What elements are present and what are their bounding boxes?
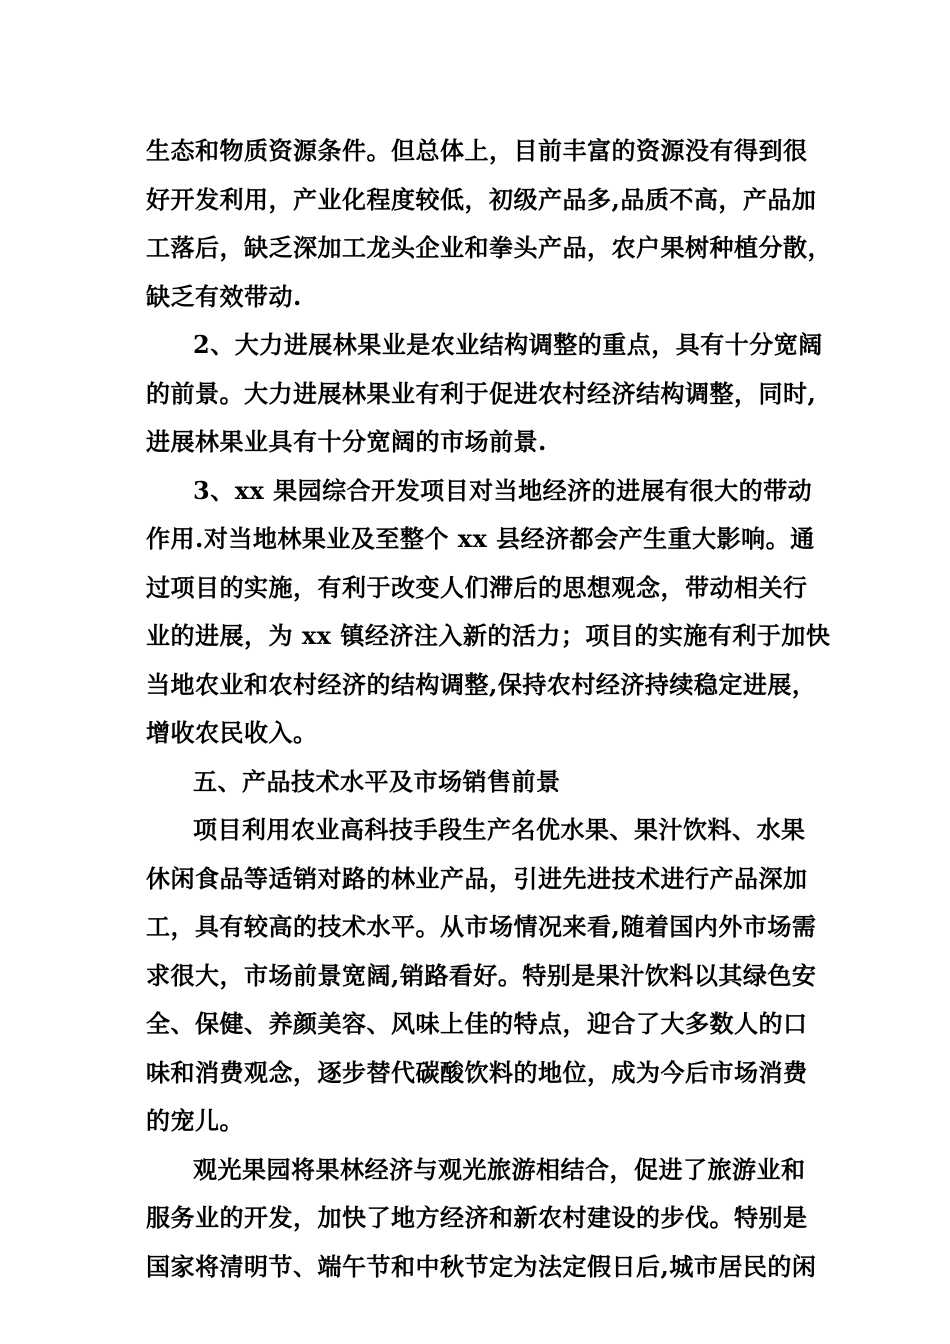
text-line: 过项目的实施，有利于改变人们滞后的思想观念，带动相关行 — [146, 572, 808, 602]
text-line: 增收农民收入。 — [146, 718, 318, 747]
text-line: 进展林果业具有十分宽阔的市场前景. — [146, 427, 547, 456]
text-line: 的前景。大力进展林果业有利于促进农村经济结构调整，同时, — [146, 378, 817, 408]
text-line: 观光果园将果林经济与观光旅游相结合，促进了旅游业和 — [193, 1154, 806, 1184]
text-line: 的宠儿。 — [146, 1106, 244, 1135]
text-line: 全、保健、养颜美容、风味上佳的特点，迎合了大多数人的口 — [146, 1009, 808, 1038]
text-line: 2、大力进展林果业是农业结构调整的重点，具有十分宽阔 — [193, 330, 823, 359]
text-line: 工落后，缺乏深加工龙头企业和拳头产品，农户果树种植分散， — [146, 233, 832, 262]
text-line: 3、xx 果园综合开发项目对当地经济的进展有很大的带动 — [193, 475, 813, 505]
text-line: 当地农业和农村经济的结构调整,保持农村经济持续稳定进展， — [146, 669, 817, 699]
text-line: 生态和物质资源条件。但总体上，目前丰富的资源没有得到很 — [146, 136, 808, 165]
text-line: 业的进展，为 xx 镇经济注入新的活力；项目的实施有利于加快 — [146, 621, 831, 650]
section-heading: 五、产品技术水平及市场销售前景 — [193, 766, 561, 796]
text-line: 求很大，市场前景宽阔,销路看好。特别是果汁饮料以其绿色安 — [146, 960, 817, 990]
text-line: 国家将清明节、端午节和中秋节定为法定假日后,城市居民的闲 — [146, 1251, 817, 1281]
text-line: 好开发利用，产业化程度较低，初级产品多,品质不高，产品加 — [146, 184, 817, 214]
document-page — [146, 127, 832, 1291]
text-line: 项目利用农业高科技手段生产名优水果、果汁饮料、水果 — [193, 815, 806, 844]
text-line: 工，具有较高的技术水平。从市场情况来看,随着国内外市场需 — [146, 912, 817, 941]
text-line: 缺乏有效带动. — [146, 281, 302, 311]
text-line: 休闲食品等适销对路的林业产品，引进先进技术进行产品深加 — [146, 863, 808, 893]
text-line: 服务业的开发，加快了地方经济和新农村建设的步伐。特别是 — [146, 1203, 808, 1232]
text-line: 作用.对当地林果业及至整个 xx 县经济都会产生重大影响。通 — [146, 524, 815, 553]
text-line: 味和消费观念，逐步替代碳酸饮料的地位，成为今后市场消费 — [146, 1057, 808, 1087]
